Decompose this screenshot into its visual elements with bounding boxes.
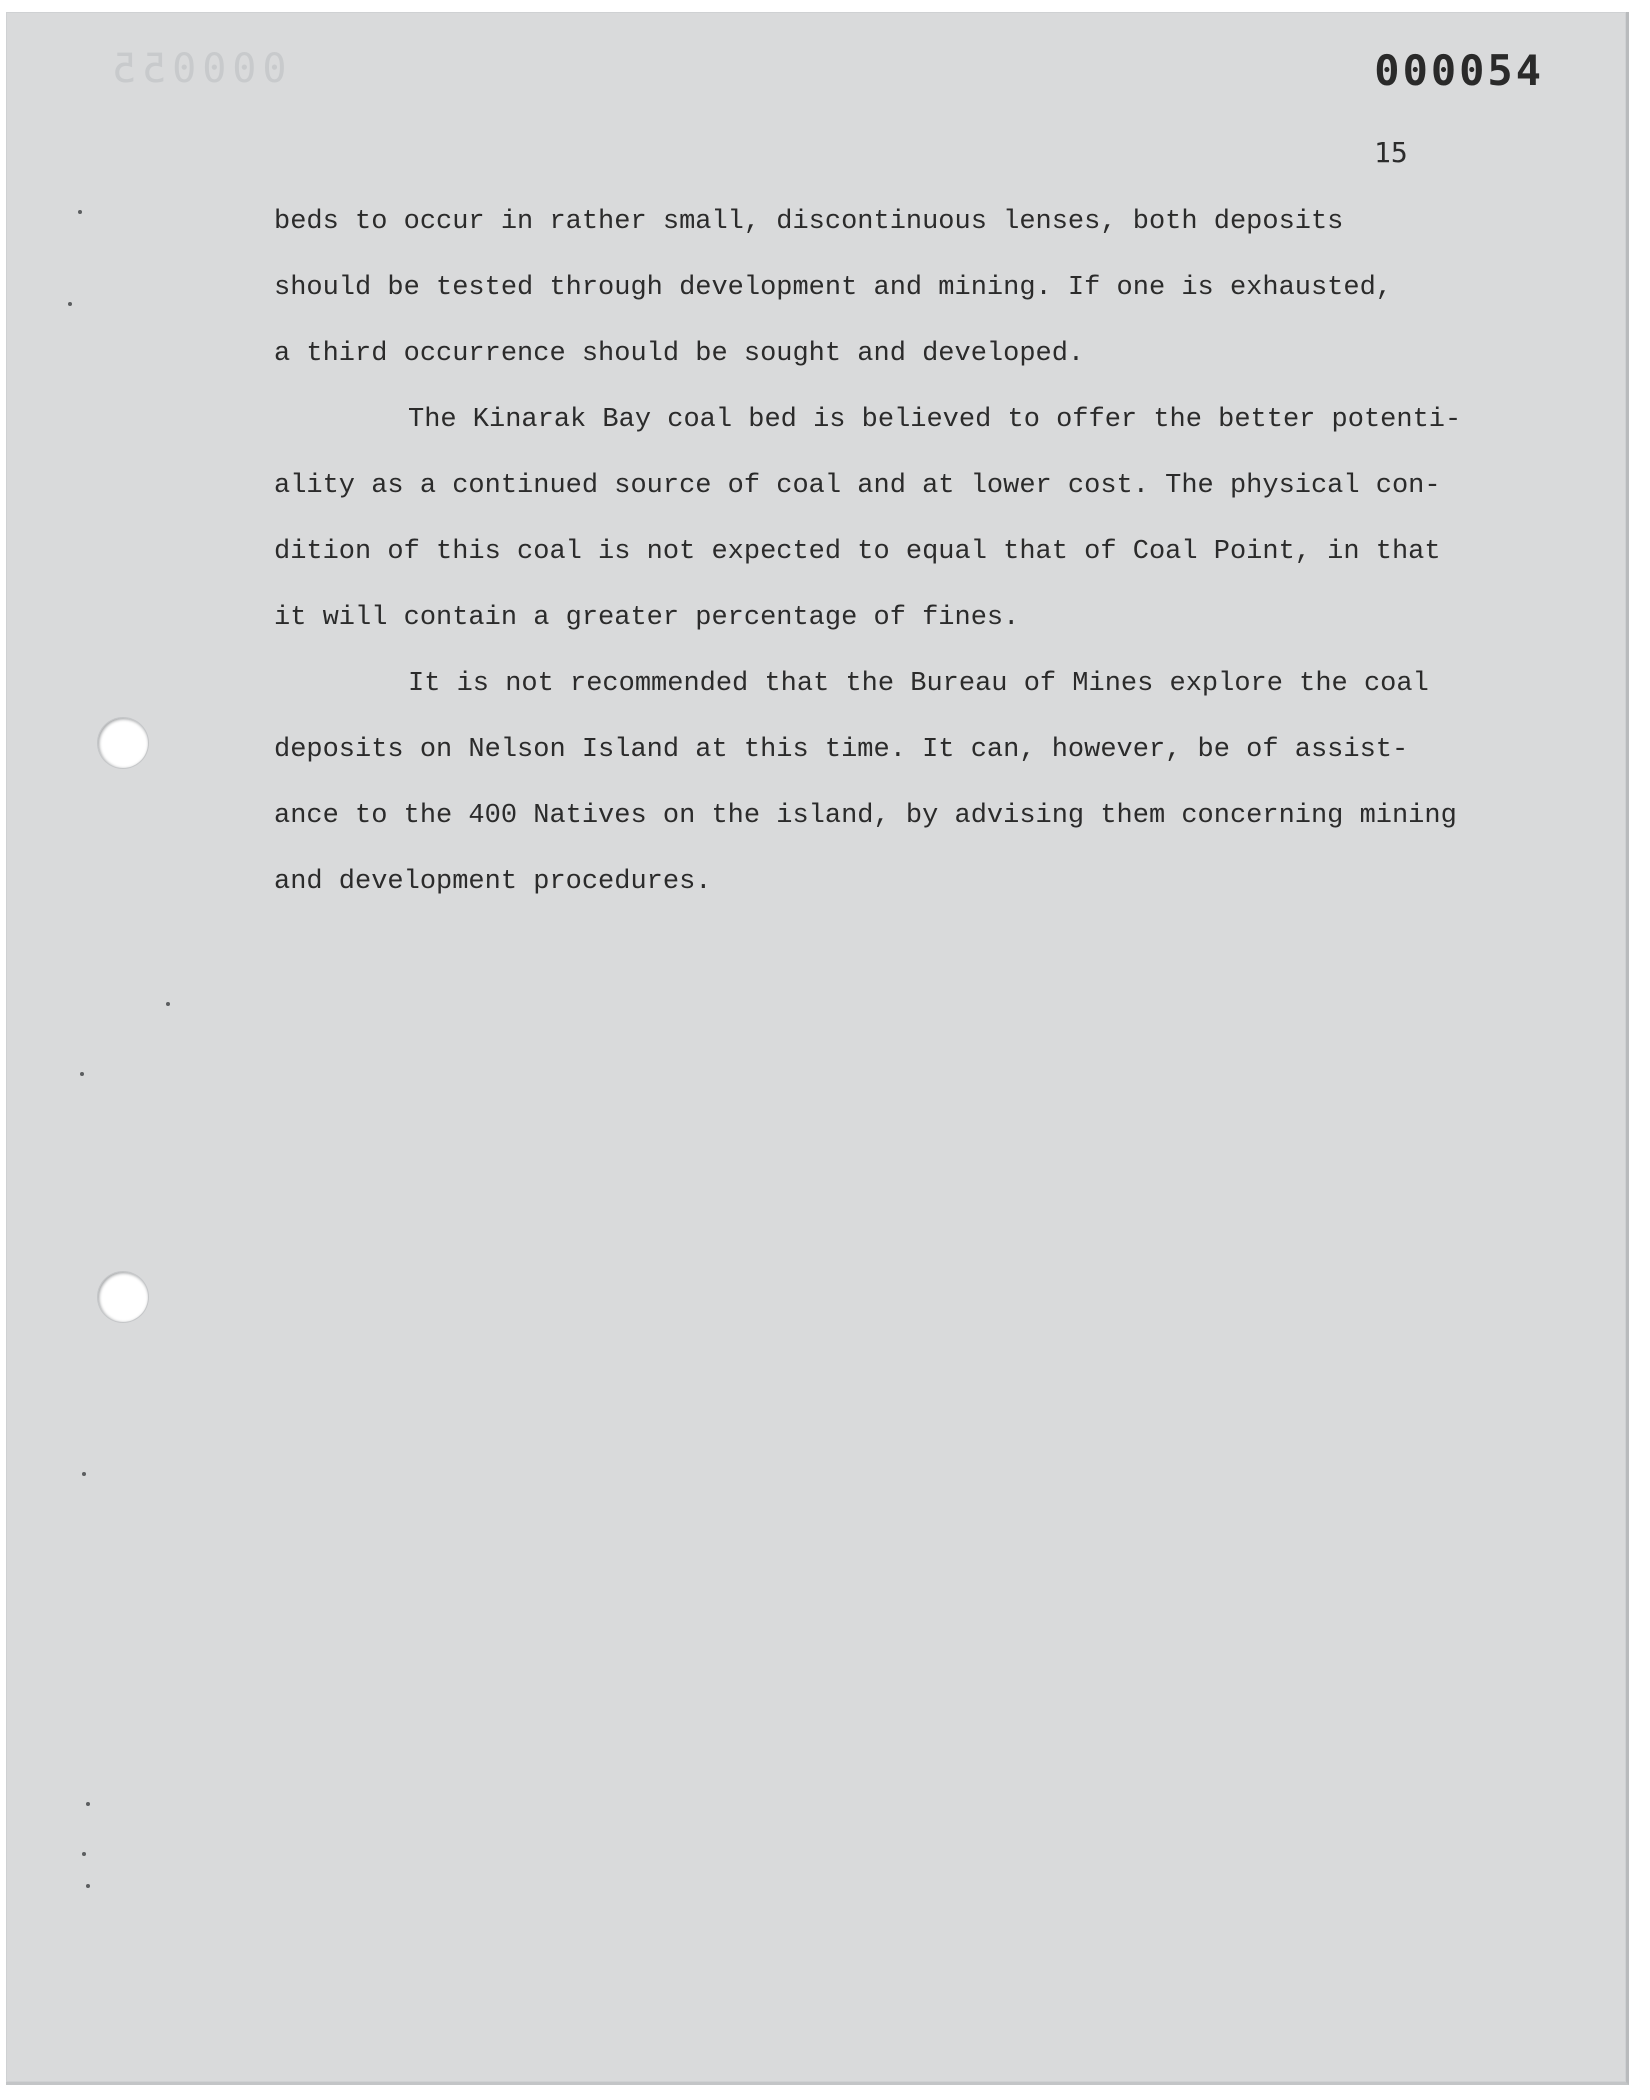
paragraph-line: deposits on Nelson Island at this time. It can, however, be of assist- [274,735,1409,765]
paragraph-line: ance to the 400 Natives on the island, by advising them concerning mining [274,801,1457,831]
speck [86,1802,90,1806]
document-number-stamp: 000054 [1374,46,1544,95]
paragraph-line: and development procedures. [274,867,712,897]
paragraph-line: ality as a continued source of coal and at lower cost. The physical con- [274,471,1441,501]
speck [86,1884,90,1888]
paragraph-line: beds to occur in rather small, discontinuous lenses, both deposits [274,207,1344,237]
binder-hole-lower [98,1272,148,1322]
paragraph-line: It is not recommended that the Bureau of Mines explore the coal [408,669,1429,699]
ghost-stamp-bleedthrough: 000055 [106,46,287,92]
paragraph-line: The Kinarak Bay coal bed is believed to offer the better potenti- [408,405,1462,435]
paragraph-line: dition of this coal is not expected to equal that of Coal Point, in that [274,537,1441,567]
paragraph-line: it will contain a greater percentage of fines. [274,603,1020,633]
binder-hole-upper [98,718,148,768]
speck [78,210,82,214]
speck [166,1002,170,1006]
speck [80,1072,84,1076]
document-page [6,12,1629,2085]
paragraph-1 [274,198,1514,396]
speck [68,302,72,306]
paragraph-2 [274,396,1514,660]
body-text [274,198,1514,924]
paragraph-line: should be tested through development and mining. If one is exhausted, [274,273,1392,303]
paragraph-3 [274,660,1514,924]
speck [82,1852,86,1856]
page-number: 15 [1374,136,1408,169]
paragraph-line: a third occurrence should be sought and developed. [274,339,1085,369]
speck [82,1472,86,1476]
